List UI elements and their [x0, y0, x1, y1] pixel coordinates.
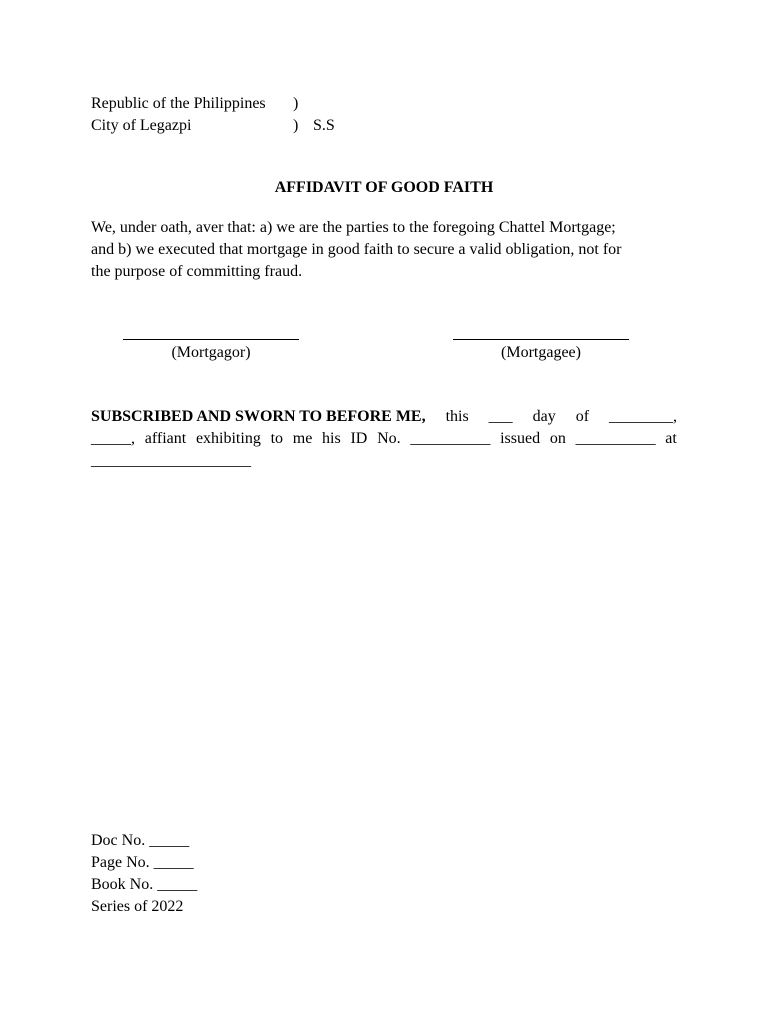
jurat-word: exhibiting — [195, 430, 261, 447]
jurat-word: his — [322, 430, 341, 447]
jurat-blank-month: ________, — [609, 408, 677, 425]
document-title — [0, 178, 768, 198]
jurat-word: No. — [377, 430, 401, 447]
jurat-word: me — [292, 430, 313, 447]
jurat-blank-issued-date: __________ — [575, 430, 656, 447]
jurat-word: day — [532, 408, 556, 425]
signature-block-mortgagor — [121, 328, 301, 363]
jurat-blank-year: _____, — [91, 430, 135, 447]
jurat-word: of — [575, 408, 590, 425]
page-no: Page No. _____ — [91, 854, 194, 871]
venue-city: City of Legazpi — [91, 117, 192, 134]
venue-ss: S.S — [313, 117, 335, 134]
jurat-word: ID — [350, 430, 368, 447]
signature-line-mortgagee — [453, 328, 629, 340]
venue-paren-2: ) — [293, 117, 299, 134]
jurat-lead: SUBSCRIBED AND SWORN TO BEFORE ME, — [91, 408, 426, 425]
body-line-1: We, under oath, aver that: a) we are the parties to the foregoing Chattel Mortgage; — [91, 219, 616, 236]
document-title-text: AFFIDAVIT OF GOOD FAITH — [274, 179, 494, 196]
jurat-word: to — [270, 430, 284, 447]
body-line-2: and b) we executed that mortgage in good faith to secure a valid obligation, not for — [91, 241, 622, 258]
jurat-line-3 — [91, 450, 677, 472]
jurat-word: at — [665, 430, 677, 447]
series: Series of 2022 — [91, 898, 184, 915]
doc-no: Doc No. _____ — [91, 832, 190, 849]
venue-paren-1: ) — [293, 95, 299, 112]
signature-label-mortgagor: (Mortgagor) — [171, 344, 251, 361]
jurat-line-1 — [91, 406, 677, 428]
jurat-word: issued — [500, 430, 541, 447]
jurat-word: affiant — [144, 430, 187, 447]
venue-republic: Republic of the Philippines — [91, 95, 266, 112]
body-line-3: the purpose of committing fraud. — [91, 263, 303, 280]
jurat-blank-id: __________ — [410, 430, 491, 447]
signature-block-mortgagee — [451, 328, 631, 363]
jurat-blank-place: ____________________ — [91, 452, 251, 469]
jurat-word: this — [445, 408, 469, 425]
jurat-line-2 — [91, 428, 677, 450]
jurat-blank-day: ___ — [488, 408, 513, 425]
signature-label-mortgagee: (Mortgagee) — [501, 344, 581, 361]
jurat-word: on — [549, 430, 566, 447]
jurat-paragraph — [91, 406, 677, 472]
book-no: Book No. _____ — [91, 876, 198, 893]
signature-line-mortgagor — [123, 328, 299, 340]
